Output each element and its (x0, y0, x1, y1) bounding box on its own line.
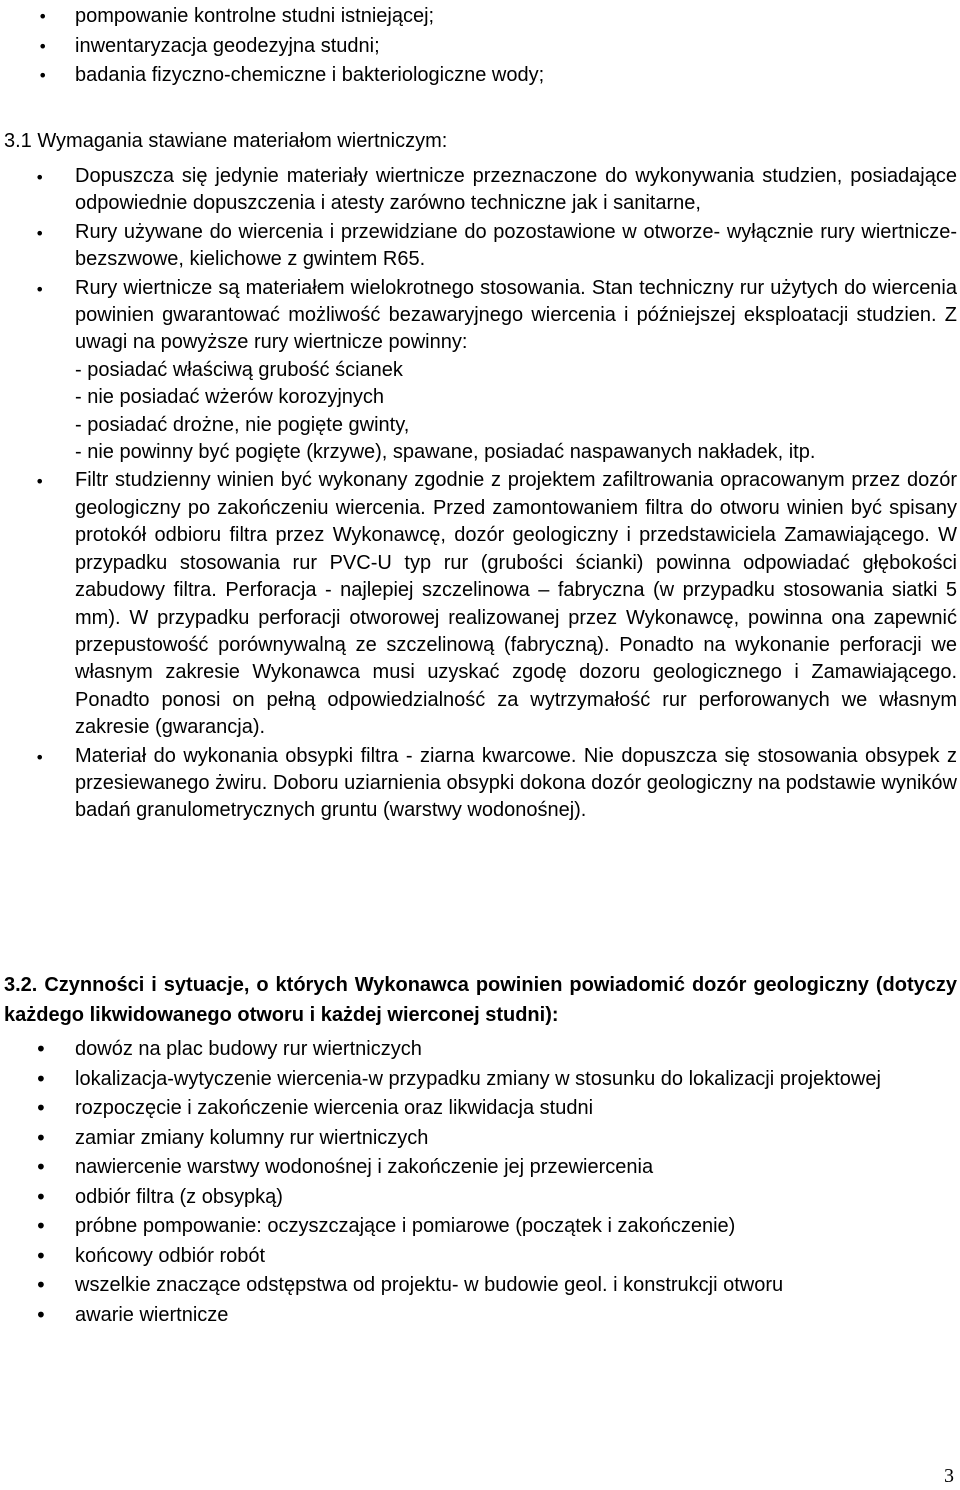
list-item: • Rury używane do wiercenia i przewidziane do pozostawione w otworze- wyłącznie rury wiertnicze-bezszwowe, kielichowe z gwintem R65. (0, 219, 960, 274)
requirement-line: - posiadać drożne, nie pogięte gwinty, (75, 413, 410, 436)
page-number: 3 (944, 1465, 954, 1487)
bullet-list-notifications (0, 1035, 960, 1330)
list-item: • wszelkie znaczące odstępstwa od projektu- w budowie geol. i konstrukcji otworu (0, 1271, 960, 1301)
requirement-line: - posiadać właściwą grubość ścianek (75, 358, 403, 381)
list-item-text: • Rury wiertnicze są materiałem wielokrotnego stosowania. Stan techniczny rur użytych do wiercenia powinien gwarantować możliwość bezawaryjnego wiercenia i późniejszej eksploatacji studzien. Z uwagi na powyższe rury wiertnicze powinny: (75, 276, 957, 354)
list-item: • badania fizyczno-chemiczne i bakteriologiczne wody; (0, 61, 960, 91)
section-heading-3-2: 3.2. Czynności i sytuacje, o których Wykonawca powinien powiadomić dozór geologiczny (dotyczy każdego likwidowanego otworu i każdej wierconej studni): (4, 974, 957, 1026)
list-item (0, 275, 960, 467)
list-item: • próbne pompowanie: oczyszczające i pomiarowe (początek i zakończenie) (0, 1212, 960, 1242)
list-item: • lokalizacja-wytyczenie wiercenia-w przypadku zmiany w stosunku do lokalizacji projektowej (0, 1065, 960, 1095)
list-item: • Dopuszcza się jedynie materiały wiertnicze przeznaczone do wykonywania studzien, posiadające odpowiednie dopuszczenia i atesty zarówno techniczne jak i sanitarne, (0, 163, 960, 218)
list-item: • pompowanie kontrolne studni istniejącej; (0, 2, 960, 32)
list-item: • dowóz na plac budowy rur wiertniczych (0, 1035, 960, 1065)
bullet-list-materials (0, 163, 960, 826)
list-item: • inwentaryzacja geodezyjna studni; (0, 32, 960, 62)
list-item: • odbiór filtra (z obsypką) (0, 1183, 960, 1213)
list-item: • nawiercenie warstwy wodonośnej i zakończenie jej przewiercenia (0, 1153, 960, 1183)
list-item: • zamiar zmiany kolumny rur wiertniczych (0, 1124, 960, 1154)
list-item: • Filtr studzienny winien być wykonany zgodnie z projektem zafiltrowania opracowanym przez dozór geologiczny po zakończeniu wiercenia. Przed zamontowaniem filtra do otworu winien być spisany protokół odbioru filtra przez Wykonawcę, dozór geologiczny i przedstawiciela Zamawiającego. W przypadku stosowania rur PVC-U typ rur (grubości ścianki) powinna odpowiadać głębokości zabudowy filtra. Perforacja - najlepiej szczelinowa – fabryczna (w przypadku stosowania siatki 5 mm). W przypadku perforacji otworowej realizowanej przez Wykonawcę, powinna ona zapewnić przepustowość porównywalną ze szczelinową (fabryczną). Ponadto na wykonanie perforacji we własnym zakresie Wykonawca musi uzyskać zgodę dozoru geologicznego i Zamawiającego. Ponadto ponosi on pełną odpowiedzialność za wytrzymałość rur perforowanych we własnym zakresie (gwarancja). (0, 467, 960, 741)
section-heading-3-1: 3.1 Wymagania stawiane materiałom wiertniczym: (4, 130, 448, 152)
list-item: • awarie wiertnicze (0, 1301, 960, 1331)
list-item: • rozpoczęcie i zakończenie wiercenia oraz likwidacja studni (0, 1094, 960, 1124)
requirement-line: - nie powinny być pogięte (krzywe), spawane, posiadać naspawanych nakładek, itp. (75, 441, 816, 464)
requirement-line: - nie posiadać wżerów korozyjnych (75, 386, 385, 409)
list-item: • Materiał do wykonania obsypki filtra - ziarna kwarcowe. Nie dopuszcza się stosowania obsypek z przesiewanego żwiru. Doboru uziarnienia obsypki dokona dozór geologiczny na podstawie wyników badań granulometrycznych gruntu (warstwy wodonośnej). (0, 743, 960, 825)
list-item: • końcowy odbiór robót (0, 1242, 960, 1272)
bullet-list-top (0, 2, 960, 91)
